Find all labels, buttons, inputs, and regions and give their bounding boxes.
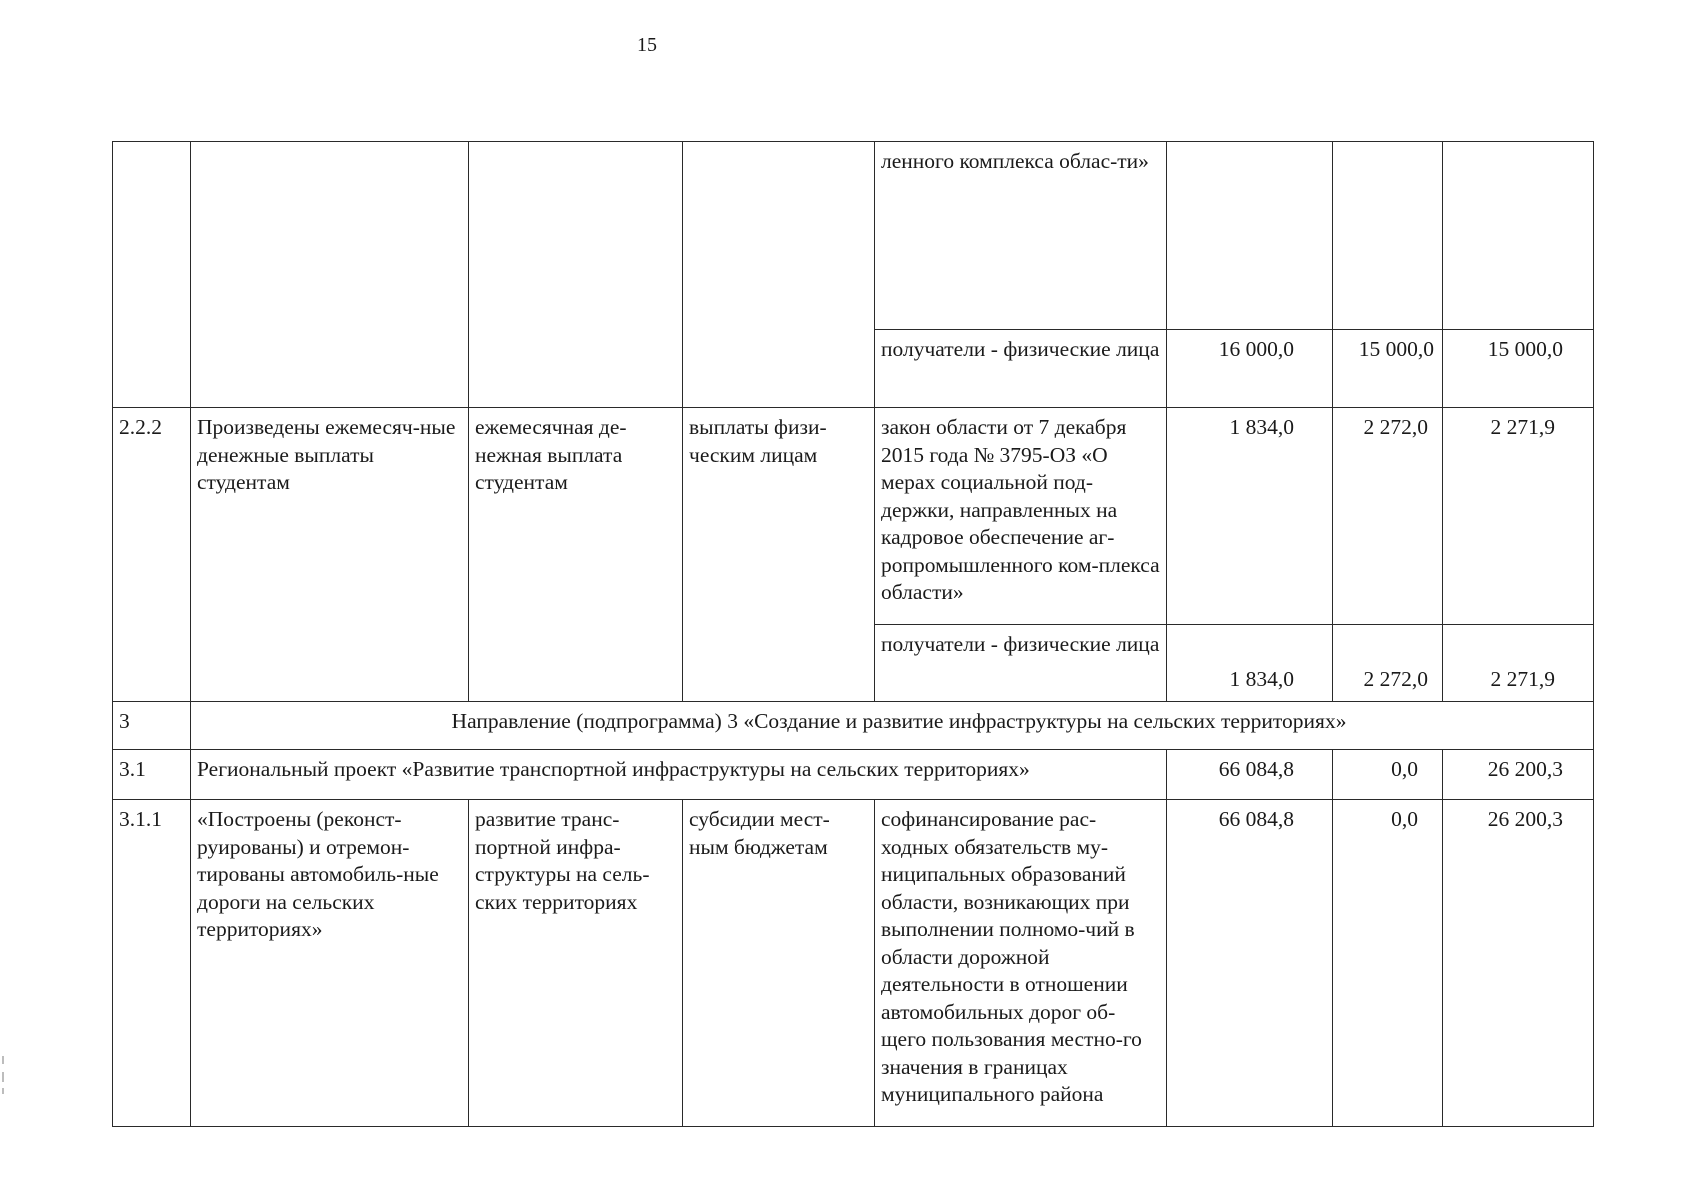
cell-measure: ежемесячная де-нежная выплата студентам xyxy=(469,408,683,702)
cell-value-2: 2 272,0 xyxy=(1333,625,1443,702)
scan-artifact xyxy=(2,1072,4,1082)
cell-code: 2.2.2 xyxy=(113,408,191,702)
cell-value-1: 1 834,0 xyxy=(1167,408,1333,625)
cell-value-1: 1 834,0 xyxy=(1167,625,1333,702)
table-row-continuation xyxy=(113,142,1594,330)
table-row-3-1-1 xyxy=(113,800,1594,1127)
cell-recipients: получатели - физические лица xyxy=(875,625,1167,702)
table-row-3-1 xyxy=(113,750,1594,800)
cell-code: 3.1 xyxy=(113,750,191,800)
cell-value-3: 15 000,0 xyxy=(1443,330,1594,408)
cell-type: выплаты физи-ческим лицам xyxy=(683,408,875,702)
scan-artifact xyxy=(2,1056,4,1064)
cell-value-3: 2 271,9 xyxy=(1443,408,1594,625)
cell-result: «Построены (реконст-руированы) и отремон-тированы автомобиль-ные дороги на сельских территориях» xyxy=(191,800,469,1127)
cell-law: закон области от 7 декабря 2015 года № 3795-ОЗ «О мерах социальной под-держки, направленных на кадровое обеспечение аг-ропромышленного ком-плекса области» xyxy=(875,408,1167,625)
cell-value-3: 2 271,9 xyxy=(1443,625,1594,702)
cell-empty xyxy=(1167,142,1333,330)
cell-recipients: получатели - физические лица xyxy=(875,330,1167,408)
cell-law: софинансирование рас-ходных обязательств му-ниципальных образований области, возникающих при выполнении полномо-чий в области дорожной деятельности в отношении автомобильных дорог об-щего пользования местно-го значения в границах муниципального района xyxy=(875,800,1167,1127)
page-number: 15 xyxy=(637,34,657,56)
cell-result: Произведены ежемесяч-ные денежные выплаты студентам xyxy=(191,408,469,702)
regional-project-title: Региональный проект «Развитие транспортной инфраструктуры на сельских территориях» xyxy=(191,750,1167,800)
cell-value-1: 16 000,0 xyxy=(1167,330,1333,408)
cell-type-empty xyxy=(683,142,875,408)
section-title: Направление (подпрограмма) 3 «Создание и развитие инфраструктуры на сельских территориях» xyxy=(191,702,1594,750)
cell-measure: развитие транс-портной инфра-структуры на сель-ских территориях xyxy=(469,800,683,1127)
cell-value-1: 66 084,8 xyxy=(1167,800,1333,1127)
table-row-2-2-2 xyxy=(113,408,1594,625)
cell-law-tail: ленного комплекса облас-ти» xyxy=(875,142,1167,330)
cell-value-2: 0,0 xyxy=(1333,800,1443,1127)
cell-value-3: 26 200,3 xyxy=(1443,800,1594,1127)
cell-value-1: 66 084,8 xyxy=(1167,750,1333,800)
cell-value-2: 15 000,0 xyxy=(1333,330,1443,408)
program-table xyxy=(112,141,1594,1127)
scan-artifact xyxy=(2,1088,4,1094)
cell-result-empty xyxy=(191,142,469,408)
cell-value-2: 2 272,0 xyxy=(1333,408,1443,625)
cell-code-empty xyxy=(113,142,191,408)
cell-type: субсидии мест-ным бюджетам xyxy=(683,800,875,1127)
cell-value-3: 26 200,3 xyxy=(1443,750,1594,800)
cell-empty xyxy=(1443,142,1594,330)
cell-code: 3 xyxy=(113,702,191,750)
cell-code: 3.1.1 xyxy=(113,800,191,1127)
table-row-section-3 xyxy=(113,702,1594,750)
cell-value-2: 0,0 xyxy=(1333,750,1443,800)
cell-empty xyxy=(1333,142,1443,330)
cell-measure-empty xyxy=(469,142,683,408)
